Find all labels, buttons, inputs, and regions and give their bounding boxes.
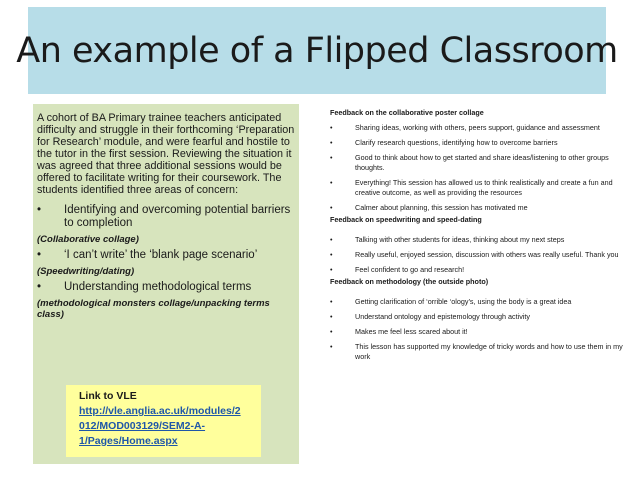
feedback-text: Calmer about planning, this session has motivated me bbox=[355, 203, 528, 212]
bullet: • bbox=[330, 265, 333, 274]
feedback-item bbox=[330, 250, 626, 260]
feedback-heading: Feedback on methodology (the outside photo) bbox=[330, 277, 489, 286]
feedback-item bbox=[330, 342, 626, 362]
concern-note: (methodological monsters collage/unpacking terms class) bbox=[37, 298, 270, 320]
bullet: • bbox=[330, 297, 333, 306]
concern-item bbox=[37, 204, 297, 230]
concern-note: (Collaborative collage) bbox=[37, 234, 139, 245]
feedback-text: Talking with other students for ideas, thinking about my next steps bbox=[355, 235, 565, 244]
feedback-text: This lesson has supported my knowledge of tricky words and how to use them in my work bbox=[355, 342, 623, 361]
feedback-item bbox=[330, 312, 626, 322]
vle-link-url-line[interactable]: http://vle.anglia.ac.uk/modules/2 bbox=[79, 405, 241, 417]
feedback-text: Sharing ideas, working with others, peers support, guidance and assessment bbox=[355, 123, 600, 132]
feedback-text: Clarify research questions, identifying how to overcome barriers bbox=[355, 138, 558, 147]
bullet: • bbox=[330, 312, 333, 321]
feedback-item bbox=[330, 203, 626, 213]
feedback-item bbox=[330, 297, 626, 307]
bullet: • bbox=[330, 250, 333, 259]
concern-note: (Speedwriting/dating) bbox=[37, 266, 135, 277]
vle-link-url-line[interactable]: 012/MOD003129/SEM2-A- bbox=[79, 420, 206, 432]
feedback-text: Really useful, enjoyed session, discussion with others was really useful. Thank you bbox=[355, 250, 619, 259]
bullet: • bbox=[330, 153, 333, 162]
bullet: • bbox=[37, 281, 42, 293]
intro-text: A cohort of BA Primary trainee teachers anticipated difficulty and struggle in their forthcoming ‘Preparation for Research’ module, and were fearful and hostile to the tutor in the first session. Reviewing the situation it was agreed that three additional sessions would be offered to facilitate writing for their coursework. The students identified three areas of concern: bbox=[37, 112, 295, 196]
feedback-text: Feel confident to go and research! bbox=[355, 265, 465, 274]
bullet: • bbox=[330, 235, 333, 244]
bullet: • bbox=[330, 327, 333, 336]
vle-link-label: Link to VLE bbox=[79, 390, 137, 402]
vle-link-box bbox=[66, 385, 261, 457]
bullet: • bbox=[37, 204, 42, 216]
feedback-text: Good to think about how to get started and share ideas/listening to other groups thoughts. bbox=[355, 153, 609, 172]
vle-link-url[interactable] bbox=[79, 404, 261, 449]
bullet: • bbox=[330, 203, 333, 212]
concern-text: Identifying and overcoming potential barriers to completion bbox=[64, 204, 291, 229]
feedback-text: Understand ontology and epistemology through activity bbox=[355, 312, 531, 321]
concern-item bbox=[37, 281, 297, 294]
feedback-item bbox=[330, 153, 626, 173]
feedback-item bbox=[330, 123, 626, 133]
concern-text: ‘I can’t write’ the ‘blank page scenario’ bbox=[64, 249, 258, 261]
bullet: • bbox=[330, 178, 333, 187]
title-bar bbox=[16, 7, 618, 94]
bullet: • bbox=[330, 138, 333, 147]
concern-item bbox=[37, 249, 297, 262]
page-title: An example of a Flipped Classroom bbox=[16, 30, 618, 71]
feedback-item bbox=[330, 138, 626, 148]
feedback-item bbox=[330, 178, 626, 198]
feedback-item bbox=[330, 327, 626, 337]
feedback-text: Makes me feel less scared about it! bbox=[355, 327, 468, 336]
feedback-panel bbox=[330, 108, 626, 367]
concern-text: Understanding methodological terms bbox=[64, 281, 252, 293]
feedback-text: Getting clarification of ‘orrible ‘ology’s, using the body is a great idea bbox=[355, 297, 572, 306]
bullet: • bbox=[330, 123, 333, 132]
feedback-item bbox=[330, 235, 626, 245]
feedback-heading: Feedback on speedwriting and speed-dating bbox=[330, 215, 482, 224]
feedback-item bbox=[330, 265, 626, 275]
feedback-text: Everything! This session has allowed us to think realistically and create a fun and creative outcome, as well as providing the resources bbox=[355, 178, 613, 197]
feedback-heading: Feedback on the collaborative poster collage bbox=[330, 108, 484, 117]
bullet: • bbox=[37, 249, 42, 261]
bullet: • bbox=[330, 342, 333, 351]
vle-link-url-line[interactable]: 1/Pages/Home.aspx bbox=[79, 435, 178, 447]
